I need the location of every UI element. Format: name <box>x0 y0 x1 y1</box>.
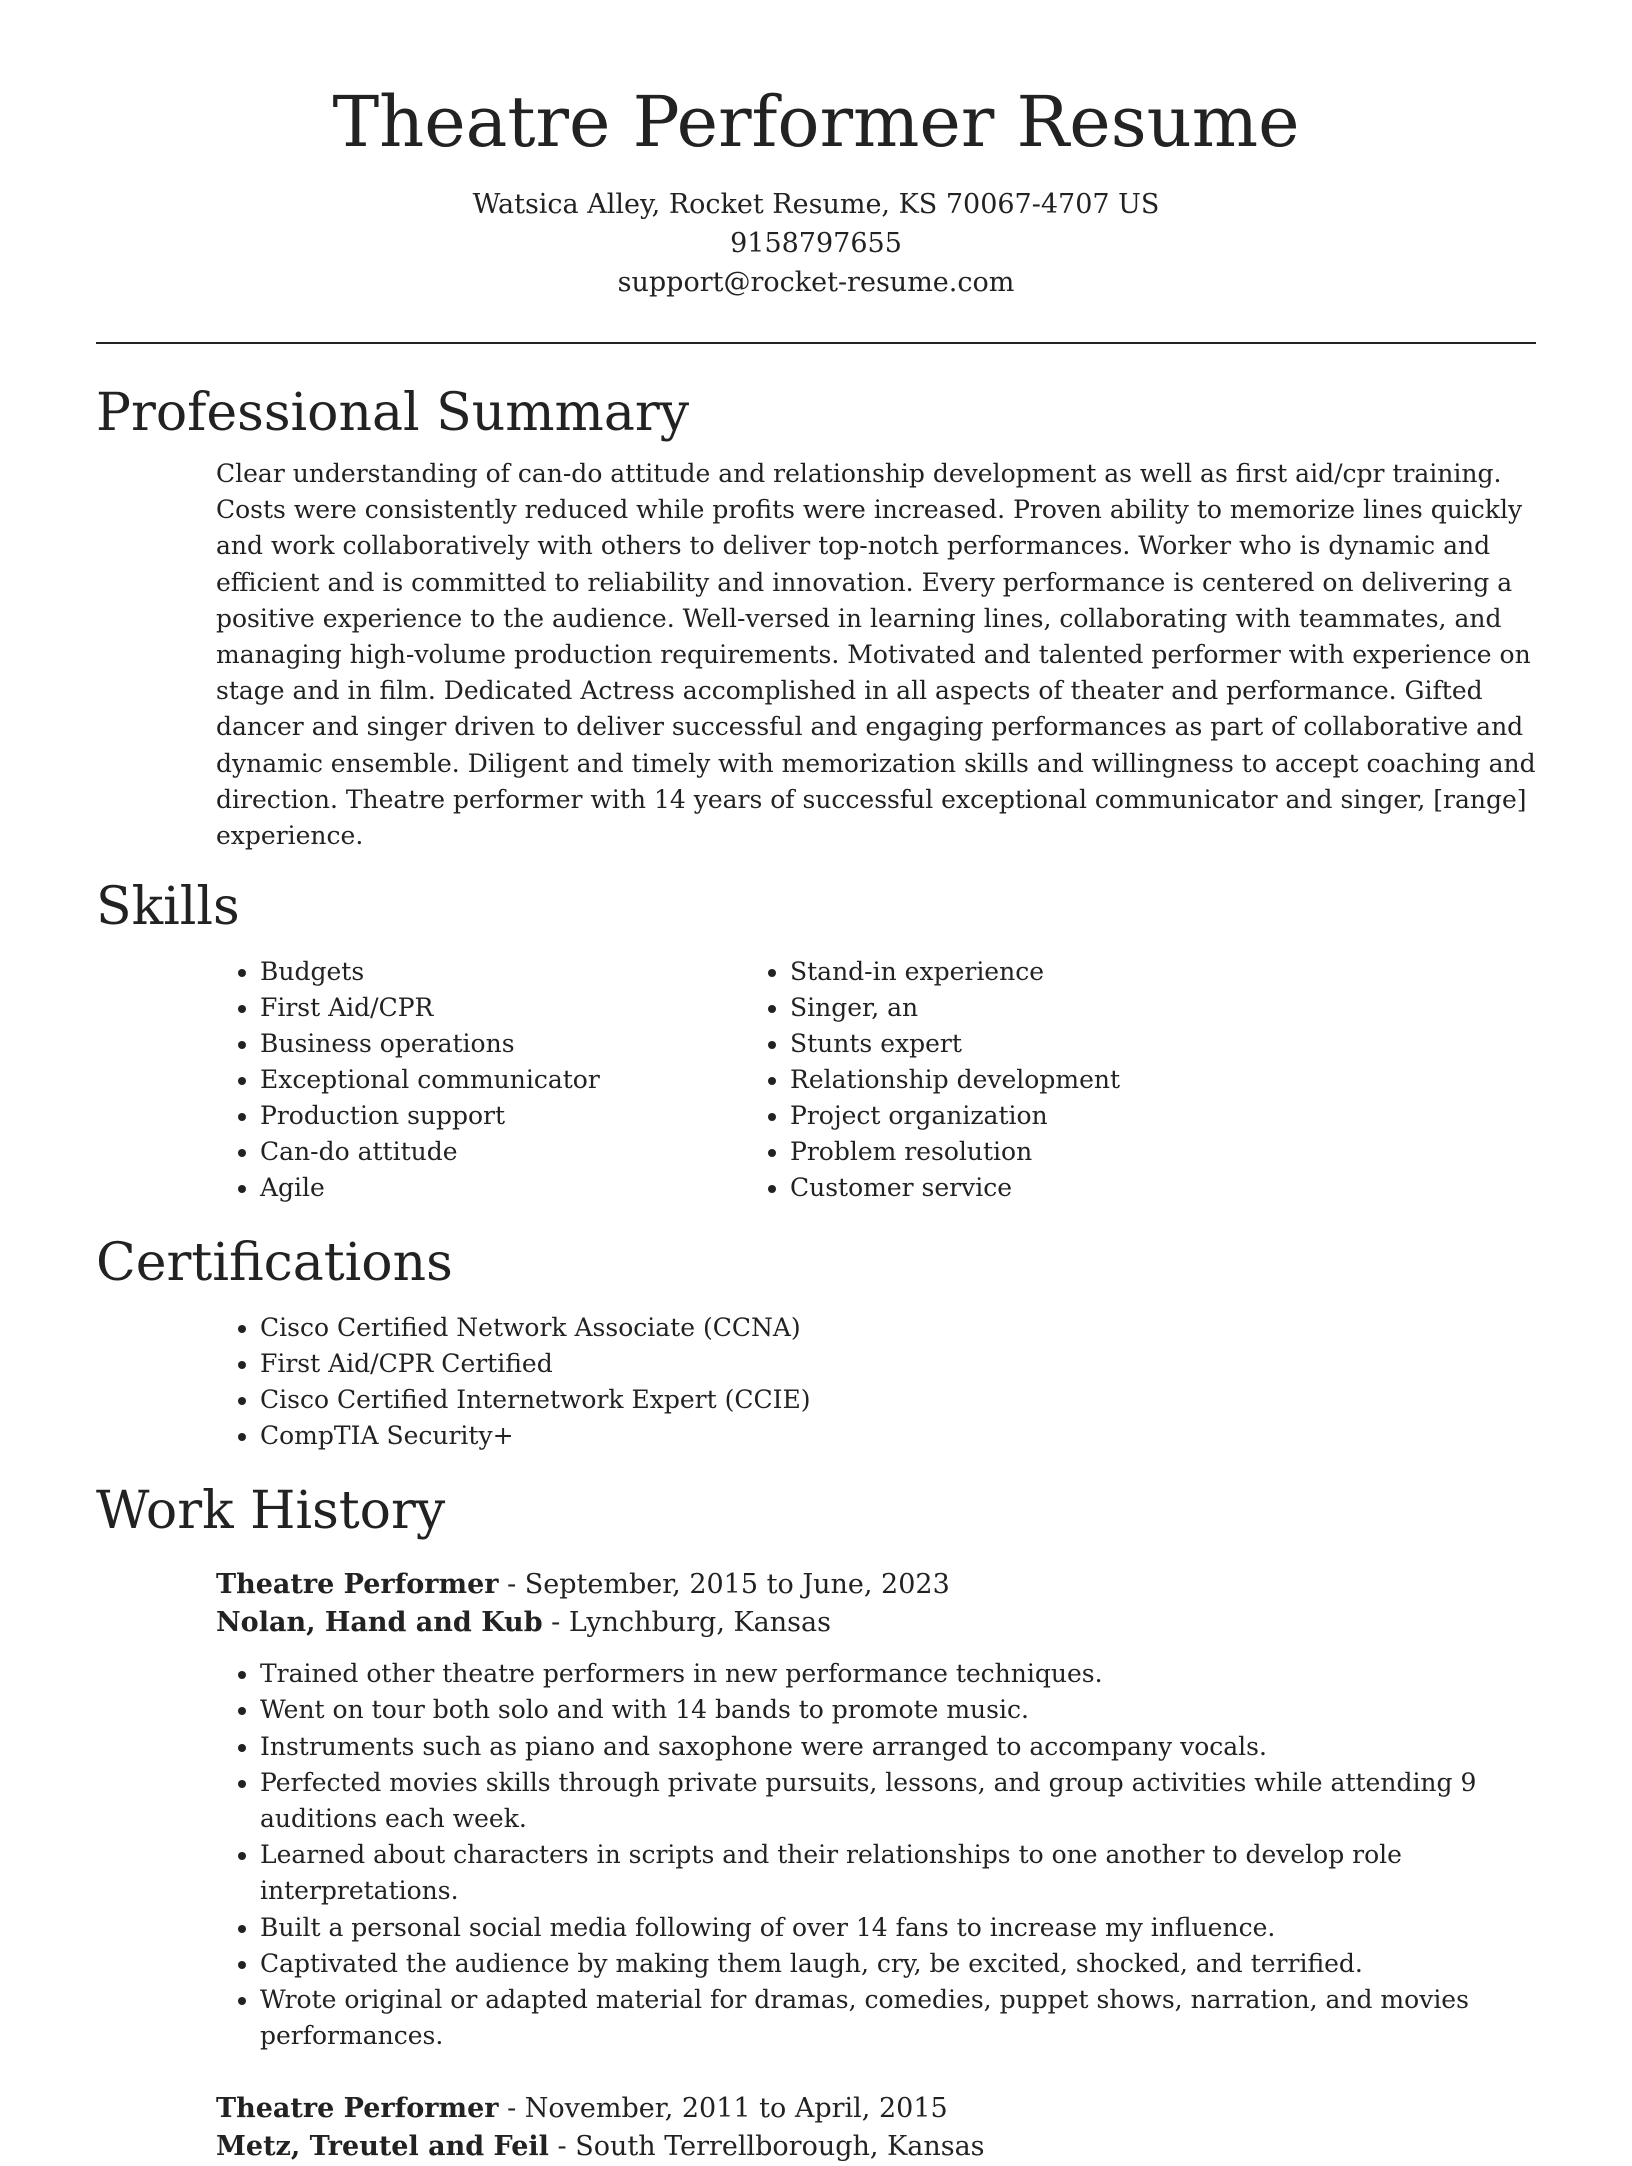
skill-item: • Customer service <box>790 1170 1396 1206</box>
job-duty-item: • Captivated the audience by making them laugh, cry, be excited, shocked, and terrified. <box>260 1946 1536 1982</box>
jobs-list <box>96 1566 1536 2166</box>
phone: 9158797655 <box>730 228 902 259</box>
header-divider <box>96 342 1536 344</box>
skills-list-left <box>96 954 746 1206</box>
job-location: - Lynchburg, Kansas <box>542 1607 831 1639</box>
certification-item: • Cisco Certified Network Associate (CCNA) <box>260 1310 1536 1346</box>
skill-item: • First Aid/CPR <box>260 990 746 1026</box>
resume-header <box>0 0 1632 302</box>
job-entry <box>216 1566 1536 2054</box>
job-title: Theatre Performer <box>216 2093 499 2125</box>
job-duty-item: • Instruments such as piano and saxophone were arranged to accompany vocals. <box>260 1729 1536 1765</box>
job-duty-item: • Built a personal social media following of over 14 fans to increase my influence. <box>260 1910 1536 1946</box>
skill-item: • Project organization <box>790 1098 1396 1134</box>
skill-item: • Stand-in experience <box>790 954 1396 990</box>
skill-item: • Production support <box>260 1098 746 1134</box>
certifications-heading: Certifications <box>96 1233 453 1294</box>
certification-item: • First Aid/CPR Certified <box>260 1346 1536 1382</box>
skills-columns <box>96 954 1536 1206</box>
summary-section <box>96 378 1536 854</box>
job-duties-list <box>216 1656 1536 2054</box>
skills-column-right <box>746 954 1396 1206</box>
job-title-line <box>216 2090 1536 2128</box>
skills-section <box>96 872 1536 1206</box>
skill-item: • Budgets <box>260 954 746 990</box>
resume-body <box>96 378 1536 2166</box>
job-title: Theatre Performer <box>216 1569 499 1601</box>
page-title: Theatre Performer Resume <box>332 81 1300 163</box>
job-duty-item: • Learned about characters in scripts and their relationships to one another to develop role interpretations. <box>260 1837 1536 1909</box>
job-location: - South Terrellborough, Kansas <box>548 2131 985 2163</box>
address: Watsica Alley, Rocket Resume, KS 70067-4707 US <box>472 189 1160 220</box>
email: support@rocket-resume.com <box>617 267 1015 298</box>
skills-list-right <box>746 954 1396 1206</box>
job-company: Nolan, Hand and Kub <box>216 1607 543 1639</box>
skill-item: • Business operations <box>260 1026 746 1062</box>
job-company-line <box>216 2128 1536 2166</box>
skills-column-left <box>96 954 746 1206</box>
summary-heading: Professional Summary <box>96 383 690 443</box>
work-history-section <box>96 1476 1536 2166</box>
skill-item: • Exceptional communicator <box>260 1062 746 1098</box>
work-history-heading: Work History <box>96 1481 446 1542</box>
skill-item: • Problem resolution <box>790 1134 1396 1170</box>
skills-heading: Skills <box>96 877 240 938</box>
job-dates: - November, 2011 to April, 2015 <box>498 2093 948 2125</box>
skill-item: • Can-do attitude <box>260 1134 746 1170</box>
certifications-list <box>96 1310 1536 1454</box>
job-entry <box>216 2090 1536 2166</box>
certification-item: • CompTIA Security+ <box>260 1418 1536 1454</box>
certification-item: • Cisco Certified Internetwork Expert (CCIE) <box>260 1382 1536 1418</box>
job-title-line <box>216 1566 1536 1604</box>
job-duty-item: • Trained other theatre performers in new performance techniques. <box>260 1656 1536 1692</box>
job-company-line <box>216 1604 1536 1642</box>
certifications-section <box>96 1228 1536 1454</box>
job-company: Metz, Treutel and Feil <box>216 2131 549 2163</box>
job-duty-item: • Went on tour both solo and with 14 bands to promote music. <box>260 1692 1536 1728</box>
skill-item: • Agile <box>260 1170 746 1206</box>
summary-text: Clear understanding of can-do attitude and relationship development as well as first aid/cpr training. Costs were consistently reduced while profits were increased. Proven ability to memorize lines quickly and work collaboratively with others to deliver top-notch performances. Worker who is dynamic and efficient and is committed to reliability and innovation. Every performance is centered on delivering a positive experience to the audience. Well-versed in learning lines, collaborating with teammates, and managing high-volume production requirements. Motivated and talented performer with experience on stage and in film. Dedicated Actress accomplished in all aspects of theater and performance. Gifted dancer and singer driven to deliver successful and engaging performances as part of collaborative and dynamic ensemble. Diligent and timely with memorization skills and willingness to accept coaching and direction. Theatre performer with 14 years of successful exceptional communicator and singer, [range] experience. <box>216 459 1536 851</box>
job-duty-item: • Perfected movies skills through private pursuits, lessons, and group activities while attending 9 auditions each week. <box>260 1765 1536 1837</box>
contact-info <box>0 185 1632 302</box>
skill-item: • Singer, an <box>790 990 1396 1026</box>
job-dates: - September, 2015 to June, 2023 <box>498 1569 950 1601</box>
skill-item: • Relationship development <box>790 1062 1396 1098</box>
job-duty-item: • Wrote original or adapted material for dramas, comedies, puppet shows, narration, and movies performances. <box>260 1982 1536 2054</box>
skill-item: • Stunts expert <box>790 1026 1396 1062</box>
